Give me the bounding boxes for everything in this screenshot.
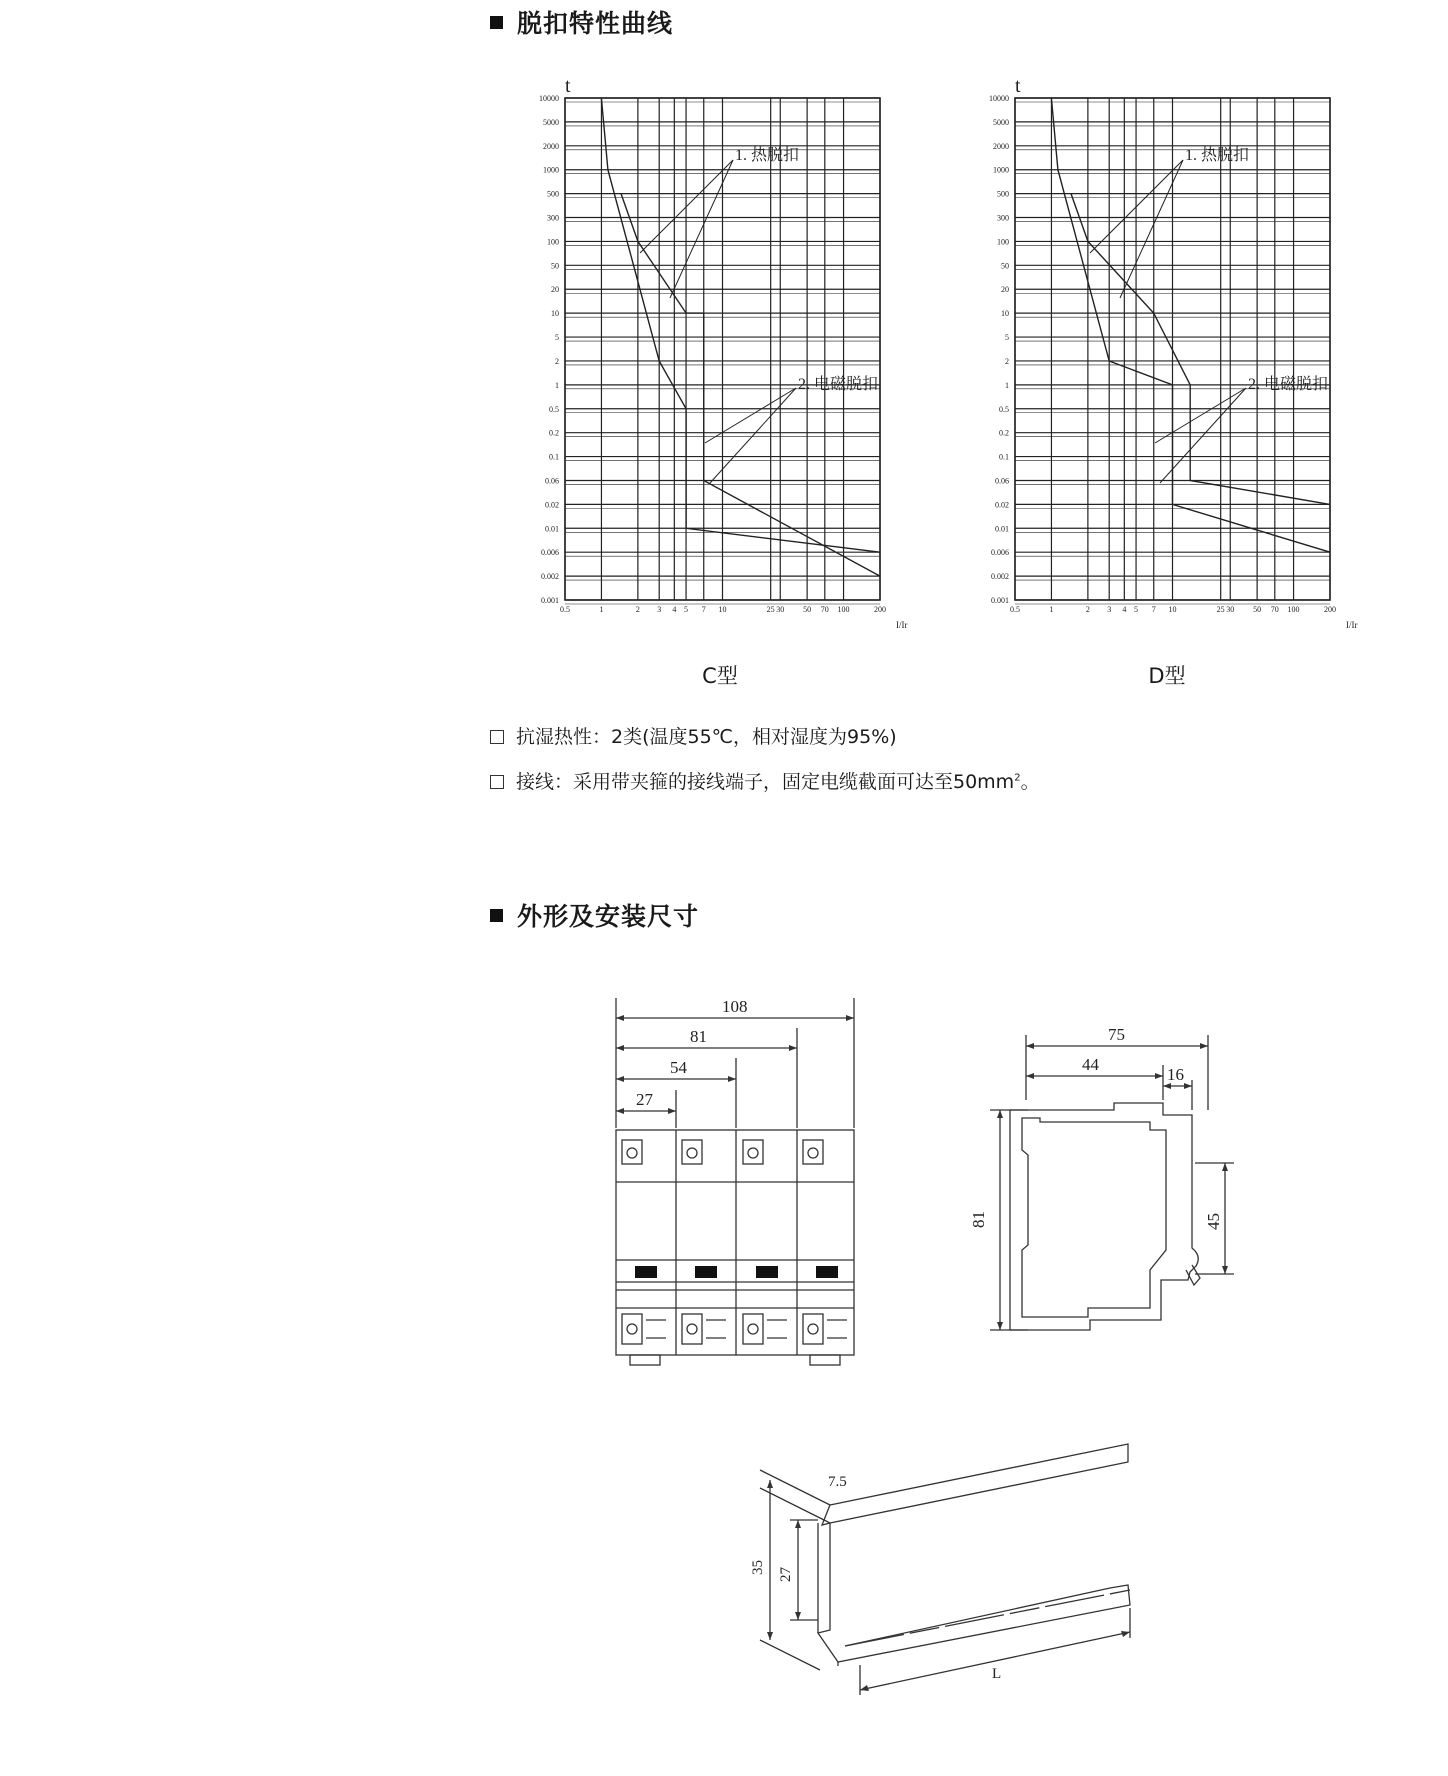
x-tick-label: 3 bbox=[657, 605, 662, 614]
chart-d-y-axis-label: t bbox=[1015, 75, 1021, 97]
x-tick-label: 70 bbox=[1270, 605, 1279, 614]
y-tick-label: 0.5 bbox=[549, 404, 559, 414]
chart-c-x-unit: I/Ir bbox=[896, 620, 908, 630]
y-tick-label: 0.5 bbox=[999, 404, 1009, 414]
chart-c-x-ticks bbox=[560, 605, 886, 614]
side-view-drawing bbox=[969, 1010, 1280, 1390]
dim-label-75: 75 bbox=[1108, 1025, 1125, 1044]
y-tick-label: 300 bbox=[547, 213, 559, 223]
y-tick-label: 0.06 bbox=[995, 476, 1009, 486]
y-tick-label: 300 bbox=[997, 213, 1009, 223]
y-tick-label: 500 bbox=[997, 189, 1009, 199]
y-tick-label: 0.002 bbox=[541, 572, 559, 582]
y-tick-label: 500 bbox=[547, 189, 559, 199]
dim-label-27: 27 bbox=[778, 1567, 794, 1582]
section-title-trip-curve bbox=[490, 4, 673, 40]
y-tick-label: 10 bbox=[551, 309, 559, 319]
chart-d-curves bbox=[1051, 98, 1330, 552]
dim-label-44: 44 bbox=[1082, 1055, 1099, 1074]
spec-wiring-end: 。 bbox=[1020, 771, 1040, 793]
dim-label-81: 81 bbox=[690, 1027, 707, 1046]
y-tick-label: 10 bbox=[1001, 309, 1009, 319]
x-tick-label: 0.5 bbox=[560, 605, 570, 614]
label-leader-line bbox=[1155, 388, 1246, 443]
y-tick-label: 0.02 bbox=[995, 500, 1009, 510]
y-tick-label: 0.001 bbox=[541, 596, 559, 605]
y-tick-label: 2 bbox=[555, 356, 559, 366]
x-tick-label: 200 bbox=[874, 605, 886, 614]
din-rail-drawing bbox=[730, 1440, 1150, 1710]
spec-wiring-superscript: 2 bbox=[1014, 772, 1021, 784]
chart-d-x-unit: I/Ir bbox=[1346, 620, 1358, 630]
dim-label-L: L bbox=[992, 1666, 1002, 1682]
spec-wiring-text: 接线：采用带夹箍的接线端子，固定电缆截面可达至50mm bbox=[516, 771, 1015, 793]
x-tick-label: 100 bbox=[837, 605, 850, 614]
dim-label-81: 81 bbox=[969, 1211, 988, 1228]
x-tick-label: 25 bbox=[766, 605, 775, 614]
chart-c-trip-curve bbox=[530, 75, 908, 638]
y-tick-label: 10000 bbox=[539, 94, 559, 103]
x-tick-label: 70 bbox=[820, 605, 829, 614]
dim-label-7-5: 7.5 bbox=[828, 1474, 847, 1490]
section-title-text: 脱扣特性曲线 bbox=[517, 9, 674, 38]
x-tick-label: 3 bbox=[1107, 605, 1112, 614]
chart-d-caption: D型 bbox=[1148, 664, 1186, 688]
series-curve bbox=[1051, 98, 1330, 552]
x-tick-label: 30 bbox=[776, 605, 785, 614]
y-tick-label: 0.1 bbox=[549, 452, 559, 462]
chart-c-y-axis-label: t bbox=[565, 75, 571, 97]
y-tick-label: 5000 bbox=[993, 117, 1009, 127]
y-tick-label: 0.01 bbox=[995, 524, 1009, 534]
y-tick-label: 0.1 bbox=[999, 452, 1009, 462]
chart-d-magnetic-label: 2. 电磁脱扣 bbox=[1248, 376, 1329, 393]
bullet-square-icon bbox=[490, 909, 503, 922]
terminal-screws-bottom bbox=[622, 1314, 847, 1344]
y-tick-label: 0.01 bbox=[545, 524, 559, 534]
x-tick-label: 200 bbox=[1324, 605, 1336, 614]
chart-c-grid bbox=[565, 98, 880, 604]
chart-c-thermal-label: 1. 热脱扣 bbox=[735, 147, 800, 164]
spec-humidity bbox=[490, 722, 897, 749]
x-tick-label: 10 bbox=[1168, 605, 1177, 614]
dim-label-35: 35 bbox=[750, 1560, 766, 1575]
y-tick-label: 50 bbox=[551, 261, 559, 271]
x-tick-label: 7 bbox=[1151, 605, 1156, 614]
series-curve bbox=[601, 98, 880, 552]
y-tick-label: 1000 bbox=[993, 165, 1009, 175]
y-tick-label: 0.2 bbox=[999, 428, 1009, 438]
x-tick-label: 4 bbox=[672, 605, 677, 614]
x-tick-label: 50 bbox=[803, 605, 812, 614]
dim-label-108: 108 bbox=[722, 997, 748, 1016]
y-tick-label: 2000 bbox=[543, 141, 559, 151]
section-title-dimensions bbox=[490, 897, 699, 933]
spec-wiring bbox=[490, 767, 1040, 794]
y-tick-label: 0.06 bbox=[545, 476, 559, 486]
y-tick-label: 1 bbox=[1005, 380, 1009, 390]
y-tick-label: 20 bbox=[551, 285, 559, 295]
x-tick-label: 10 bbox=[718, 605, 727, 614]
chart-d-trip-curve bbox=[980, 75, 1358, 638]
bullet-square-icon bbox=[490, 16, 503, 29]
dim-label-27: 27 bbox=[636, 1090, 653, 1109]
x-tick-label: 4 bbox=[1122, 605, 1127, 614]
chart-d-thermal-label: 1. 热脱扣 bbox=[1185, 147, 1250, 164]
dim-label-16: 16 bbox=[1167, 1065, 1184, 1084]
checkbox-square-icon bbox=[490, 730, 504, 744]
y-tick-label: 100 bbox=[547, 237, 559, 247]
y-tick-label: 0.006 bbox=[541, 548, 559, 558]
chart-d-x-ticks bbox=[1010, 605, 1336, 614]
chart-c-caption: C型 bbox=[702, 664, 738, 688]
y-tick-label: 20 bbox=[1001, 285, 1009, 295]
chart-c-y-ticks bbox=[539, 94, 559, 605]
y-tick-label: 5 bbox=[1005, 333, 1009, 343]
chart-c-magnetic-label: 2. 电磁脱扣 bbox=[798, 376, 879, 393]
section-title-text: 外形及安装尺寸 bbox=[517, 902, 700, 931]
x-tick-label: 5 bbox=[684, 605, 689, 614]
x-tick-label: 7 bbox=[701, 605, 706, 614]
chart-d-y-ticks bbox=[989, 94, 1009, 605]
y-tick-label: 0.006 bbox=[991, 548, 1009, 558]
x-tick-label: 0.5 bbox=[1010, 605, 1020, 614]
rail-clip-right bbox=[810, 1355, 840, 1365]
x-tick-label: 1 bbox=[599, 605, 604, 614]
y-tick-label: 0.2 bbox=[549, 428, 559, 438]
y-tick-label: 1000 bbox=[543, 165, 559, 175]
spec-humidity-text: 抗湿热性：2类(温度55℃，相对湿度为95%) bbox=[516, 726, 897, 748]
front-view-drawing bbox=[600, 990, 900, 1370]
x-tick-label: 25 bbox=[1216, 605, 1225, 614]
label-leader-line bbox=[670, 160, 733, 298]
x-tick-label: 30 bbox=[1226, 605, 1235, 614]
x-tick-label: 50 bbox=[1253, 605, 1262, 614]
y-tick-label: 1 bbox=[555, 380, 559, 390]
rail-profile bbox=[822, 1444, 1128, 1525]
dim-label-54: 54 bbox=[670, 1058, 687, 1077]
label-leader-line bbox=[1120, 160, 1183, 298]
x-tick-label: 5 bbox=[1134, 605, 1139, 614]
x-tick-label: 100 bbox=[1287, 605, 1300, 614]
y-tick-label: 5000 bbox=[543, 117, 559, 127]
y-tick-label: 2000 bbox=[993, 141, 1009, 151]
rail-clip-left bbox=[630, 1355, 660, 1365]
y-tick-label: 0.002 bbox=[991, 572, 1009, 582]
y-tick-label: 0.02 bbox=[545, 500, 559, 510]
x-tick-label: 2 bbox=[1085, 605, 1090, 614]
x-tick-label: 2 bbox=[635, 605, 640, 614]
label-leader-line bbox=[705, 388, 796, 443]
series-curve bbox=[1071, 194, 1330, 505]
y-tick-label: 50 bbox=[1001, 261, 1009, 271]
y-tick-label: 5 bbox=[555, 333, 559, 343]
checkbox-square-icon bbox=[490, 775, 504, 789]
breaker-side-outline bbox=[1010, 1103, 1198, 1330]
y-tick-label: 10000 bbox=[989, 94, 1009, 103]
y-tick-label: 2 bbox=[1005, 356, 1009, 366]
y-tick-label: 100 bbox=[997, 237, 1009, 247]
x-tick-label: 1 bbox=[1049, 605, 1054, 614]
y-tick-label: 0.001 bbox=[991, 596, 1009, 605]
terminal-screws-top bbox=[622, 1140, 823, 1164]
dim-label-45: 45 bbox=[1204, 1213, 1223, 1230]
